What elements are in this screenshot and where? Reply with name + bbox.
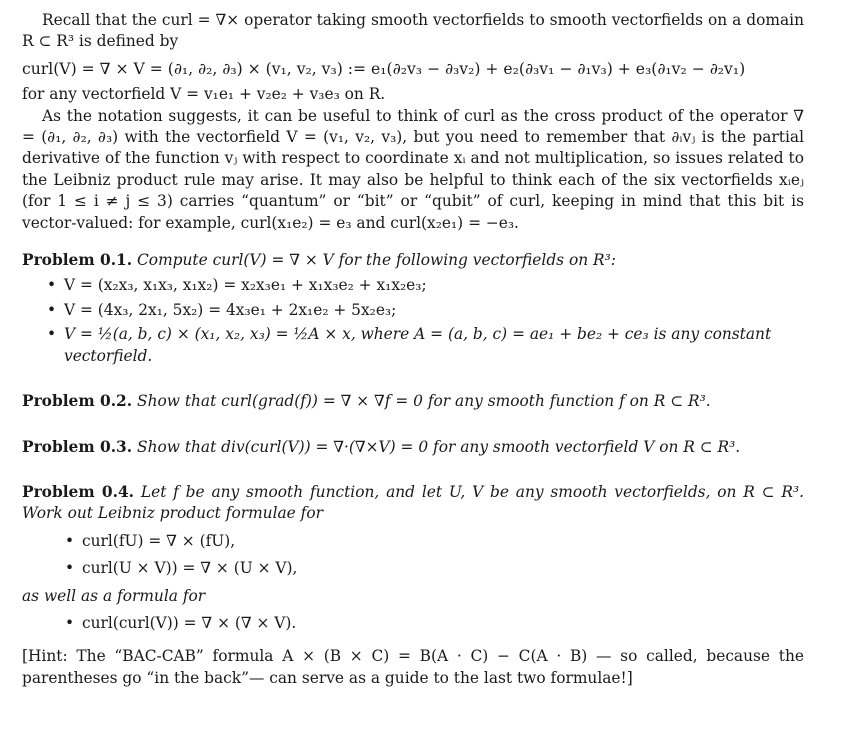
- problem-statement: Let f be any smooth function, and let U, V be any smooth vectorfields, on R ⊂ R³. Work out Leibniz product formulae for: [22, 482, 805, 523]
- problem-heading: Problem 0.1.: [22, 251, 133, 270]
- problem-heading: Problem 0.3.: [22, 437, 133, 456]
- list-item: • V = (x₂x₃, x₁x₃, x₁x₂) = x₂x₃e₁ + x₁x₃e₂ + x₁x₂e₃;: [64, 275, 804, 296]
- list-item: • V = ½(a, b, c) × (x₁, x₂, x₃) = ½A × x, where A = (a, b, c) = ae₁ + be₂ + ce₃ is any constant vectorfield.: [47, 325, 772, 365]
- bullet-icon: •: [47, 276, 57, 295]
- leibniz-formula-list: [22, 531, 804, 580]
- problem-0-3: [22, 437, 804, 458]
- bullet-icon: •: [47, 300, 57, 319]
- vectorfield-list: [22, 275, 804, 367]
- bullet-icon: •: [47, 325, 57, 344]
- bullet-icon: •: [65, 559, 75, 578]
- list-item: • curl(U × V)) = ∇ × (U × V),: [82, 558, 804, 579]
- intro-paragraph-2: for any vectorfield V = v₁e₁ + v₂e₂ + v₃e₃ on R.: [22, 85, 386, 104]
- bullet-icon: •: [65, 531, 75, 550]
- problem-heading: Problem 0.2.: [22, 392, 133, 411]
- bullet-icon: •: [65, 613, 75, 632]
- problem-statement: Show that curl(grad(f)) = ∇ × ∇f = 0 for any smooth function f on R ⊂ R³.: [137, 392, 711, 411]
- list-item: • curl(curl(V)) = ∇ × (∇ × V).: [82, 613, 804, 634]
- document-page: [22, 10, 804, 689]
- list-item: • V = (4x₃, 2x₁, 5x₂) = 4x₃e₁ + 2x₁e₂ + 5x₂e₃;: [64, 300, 804, 321]
- list-item: • curl(fU) = ∇ × (fU),: [82, 531, 804, 552]
- curl-definition-equation: curl(V) = ∇ × V = (∂₁, ∂₂, ∂₃) × (v₁, v₂, v₃) := e₁(∂₂v₃ − ∂₃v₂) + e₂(∂₃v₁ − ∂₁v₃) + e₃(∂₁v₂ − ∂₂v₁): [22, 59, 746, 78]
- problem-0-4: [22, 482, 804, 634]
- problem-0-2: [22, 391, 804, 412]
- hint-paragraph: [Hint: The “BAC-CAB” formula A × (B × C) = B(A · C) − C(A · B) — so called, because the parentheses go “in the back”— can serve as a guide to the last two formulae!]: [22, 647, 804, 687]
- problem-statement: Compute curl(V) = ∇ × V for the following vectorfields on R³:: [137, 251, 616, 270]
- as-well-text: as well as a formula for: [22, 586, 206, 605]
- curl-curl-list: [22, 613, 804, 634]
- problem-statement: Show that div(curl(V)) = ∇·(∇×V) = 0 for any smooth vectorfield V on R ⊂ R³.: [137, 437, 741, 456]
- intro-paragraph-3: As the notation suggests, it can be useful to think of curl as the cross product of the operator ∇ = (∂₁, ∂₂, ∂₃) with the vectorfield V = (v₁, v₂, v₃), but you need to remember that ∂ᵢvⱼ is the partial derivative of the function vⱼ with respect to coordinate xᵢ and not multiplication, so issues related to the Leibniz product rule may arise. It may also be helpful to think each of the six vectorfields xᵢeⱼ (for 1 ≤ i ≠ j ≤ 3) carries “quantum” or “bit” or “qubit” of curl, keeping in mind that this bit is vector-valued: for example, curl(x₁e₂) = e₃ and curl(x₂e₁) = −e₃.: [22, 106, 804, 232]
- problem-0-1: [22, 250, 804, 367]
- intro-paragraph-1: Recall that the curl = ∇× operator taking smooth vectorfields to smooth vectorfields on a domain R ⊂ R³ is defined by: [22, 11, 804, 51]
- problem-heading: Problem 0.4.: [22, 482, 135, 501]
